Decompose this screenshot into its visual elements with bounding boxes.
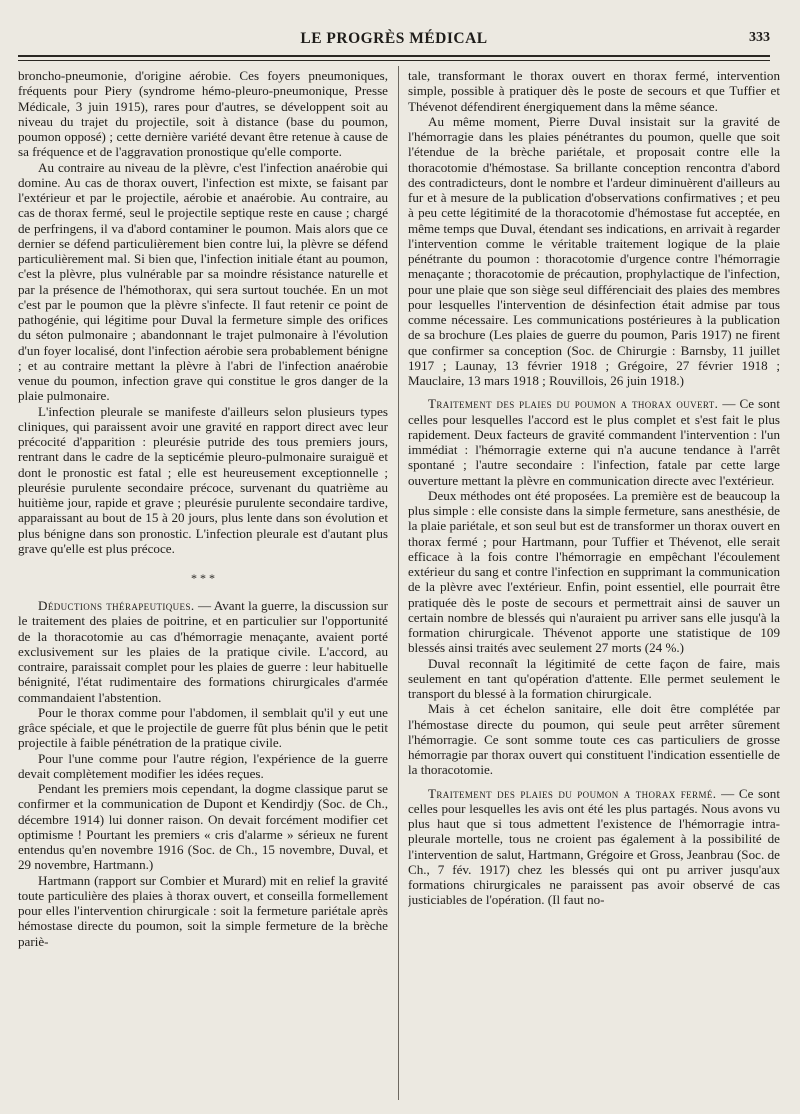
paragraph: Au même moment, Pierre Duval insistait sur la gravité de l'hémorragie dans les plaies pénétrantes du poumon, quelle que soit l'étendue de la brèche pariétale, et proposait contre elle la thoracotomie d'hémostase. Sa brillante conception rencontra d'abord des contradicteurs, dont le nombre et l'ardeur diminuèrent d'ailleurs au fur et à mesure de la publication d'observations confirmatives ; et peu à peu cette légitimité de la thoracotomie d'hémostase fut acceptée, en même temps que Duval, étendant ses indications, en arrivait à regarder l'intervention comme le véritable traitement logique de la plaie pénétrante du poumon : thoracotomie d'urgence contre l'hémorragie menaçante ; thoracotomie de précaution, prophylactique de l'infection, pour une plaie que son siège seul différenciait des plaies des membres pour lesquelles l'intervention de désinfection était admise par tous comme nécessaire. Les communications postérieures à la publication de sa brochure (Les plaies de guerre du poumon, Paris 1917) ne firent que confirmer sa conception (Soc. de Chirurgie : Barnsby, 11 juillet 1917 ; Launay, 13 février 1918 ; Grégoire, 27 février 1918 ; Mauclaire, 13 mars 1918 ; Rouvillois, 26 juin 1918.) xyxy=(408,113,780,388)
section-heading: Traitement des plaies du poumon a thorax fermé. xyxy=(428,785,717,801)
paragraph: Pour le thorax comme pour l'abdomen, il semblait qu'il y eut une grâce spéciale, et que le projectile de guerre fût plus bénin que le petit projectile à faible pénétration de la pratique civile. xyxy=(18,704,388,751)
page-header xyxy=(18,26,770,52)
paragraph: broncho-pneumonie, d'origine aérobie. Ces foyers pneumoniques, fréquents pour Piery (syndrome hémo-pleuro-pneumonique, Presse Médicale, 3 juin 1915), rares pour d'autres, se développent soit au niveau du trajet du projectile, soit à distance (base du poumon, poumon opposé) ; cette dernière variété devant être retenue à cause de sa fréquence et de l'aggravation pronostique qu'elle comporte. xyxy=(18,68,388,160)
paragraph xyxy=(408,786,780,908)
left-column xyxy=(18,68,388,1104)
paragraph: tale, transformant le thorax ouvert en thorax fermé, intervention simple, possible à pratiquer dès le poste de secours et que Tuffier et Thévenot défendirent énergiquement dans la même séance. xyxy=(408,68,780,114)
column-separator xyxy=(398,66,399,1100)
section-heading: Traitement des plaies du poumon a thorax ouvert. xyxy=(428,396,719,412)
paragraph-text: — Ce sont celles pour lesquelles les avis ont été les plus partagés. Nous avons vu plus haut que si tous admettent l'existence de l'hémorragie intra-pleurale mortelle, tous ne croient pas également à la possibilité de l'intervention de salut, Hartmann, Grégoire et Gross, Jeanbrau (Soc. de Ch., 7 fév. 1917) chez les blessés qui ont pu arriver jusqu'aux formations chirurgicales ne paraissent pas avoir observé de cas justiciables de l'opération. (Il faut no- xyxy=(408,785,780,908)
section-stars: * * * xyxy=(191,571,215,585)
page-number: 333 xyxy=(749,30,770,45)
paragraph: Pendant les premiers mois cependant, la dogme classique parut se confirmer et la communication de Dupont et Kendirdjy (Soc. de Ch., décembre 1914) lui donner raison. On devait forcément modifier cet optimisme ! Pourtant les premiers « cris d'alarme » sérieux ne furent entendus qu'en novembre 1916 (Soc. de Ch., 15 novembre, Duval, et 29 novembre, Hartmann.) xyxy=(18,781,388,873)
paragraph xyxy=(408,396,780,488)
section-heading: Déductions thérapeutiques. xyxy=(38,598,195,613)
paragraph: Pour l'une comme pour l'autre région, l'expérience de la guerre devait complètement modifier les idées reçues. xyxy=(18,750,388,781)
paragraph: Mais à cet échelon sanitaire, elle doit être complétée par l'hémostase directe du poumon, qui seule peut arrêter sûrement l'hémorragie. Ce sont somme toute ces cas particuliers de grosse hémorragie par thorax ouvert qui constituent l'indication essentielle de la thoracotomie. xyxy=(408,701,780,778)
header-rule xyxy=(18,55,770,57)
paragraph: Hartmann (rapport sur Combier et Murard) mit en relief la gravité toute particulière des plaies à thorax ouvert, et conseilla formellement pour elles l'intervention chirurgicale : soit la fermeture pariétale après hémostase directe du poumon, soit la simple fermeture de la brèche pariè- xyxy=(18,872,388,949)
paragraph: Deux méthodes ont été proposées. La première est de beaucoup la plus simple : elle consiste dans la simple fermeture, sans anesthésie, de la plaie pariétale, et son seul but est de transformer un thorax ouvert en thorax fermé ; pour Hartmann, pour Tuffier et Thévenot, elle serait efficace à la fois contre l'hémorragie en empêchant l'écoulement extérieur du sang et contre l'infection en supprimant la communication de la plèvre avec l'extérieur. Enfin, point essentiel, elle pourrait être pratiquée dès le poste de secours et permettrait ainsi de sauver un certain nombre de blessés qui n'auraient pu arriver sans elle jusqu'à la formation chirurgicale. Thévenot apporte une statistique de 109 blessés ainsi traités avec seulement 27 morts (24 %.) xyxy=(408,487,780,656)
paragraph xyxy=(18,598,388,705)
paragraph: L'infection pleurale se manifeste d'ailleurs selon plusieurs types cliniques, qui paraissent avoir une gravité en rapport direct avec leur précocité d'apparition : pleurésie putride des tous premiers jours, rentrant dans le cadre de la septicémie pleuro-pulmonaire suraiguë et dont le pronostic est fatal ; elle est heureusement exceptionnelle ; pleurésie purulente secondaire précoce, survenant du quatrième au huitième jour, rapide et grave ; pleurésie purulente secondaire tardive, apparaissant au bout de 15 à 20 jours, plus lente dans son évolution et plus bénigne dans son pronostic. L'infection pleurale est d'autant plus grave qu'elle est plus précoce. xyxy=(18,403,388,556)
paragraph-text: — Ce sont celles pour lesquelles l'accord est le plus complet et s'est fait le plus rapidement. Deux facteurs de gravité commandent l'intervention : l'un immédiat : l'hémorragie externe qui n'a aucune tendance à l'arrêt spontané ; l'autre secondaire : l'infection, fatale par cette large ouverture mettant la plèvre en communication directe avec l'extérieur. xyxy=(408,396,780,488)
paragraph-text: — Avant la guerre, la discussion sur le traitement des plaies de poitrine, et en particulier sur l'opportunité de la thoracotomie au cas d'hémorragie menaçante, avaient porté exclusivement sur les plaies de la pratique civile. L'accord, au contraire, paraissait complet pour les plaies de guerre : leur habituelle bénignité, l'état rudimentaire des formations chirurgicales d'armée commandaient l'abstention. xyxy=(18,598,388,705)
right-column xyxy=(408,68,780,1104)
header-rule-thin xyxy=(18,60,770,61)
journal-title: LE PROGRÈS MÉDICAL xyxy=(300,30,488,47)
paragraph: Duval reconnaît la légitimité de cette façon de faire, mais seulement en tant qu'opération d'attente. Elle permet seulement le transport du blessé à la formation chirurgicale. xyxy=(408,655,780,701)
paragraph: Au contraire au niveau de la plèvre, c'est l'infection anaérobie qui domine. Au cas de thorax ouvert, l'infection est mixte, se faisant par l'extérieur et par le projectile, aérobie et anaérobie. Au contraire, au cas de thorax fermé, seul le projectile septique reste en cause ; chargé de perfringens, il va d'abord contaminer le poumon. Mais alors que ce dernier se défend particulièrement bien contre lui, la plèvre se défend particulièrement mal. Si bien que, l'infection initiale étant au poumon, c'est la plèvre, plus vulnérable par sa moindre résistance naturelle et par la présence de l'hémothorax, qui sera surtout touchée. En un mot c'est par le poumon que la plèvre s'infecte. Il faut retenir ce point de pathogénie, qui légitime pour Duval la fermeture simple des orifices du séton pulmonaire ; abandonnant le trajet pulmonaire à l'évolution d'un foyer localisé, dont l'infection aérobie sera probablement bénigne ; et au contraire mettant la plèvre à l'abri de l'infection anaérobie venue du poumon, infection grave qui constitue le gros danger de la plaie pulmonaire. xyxy=(18,159,388,404)
